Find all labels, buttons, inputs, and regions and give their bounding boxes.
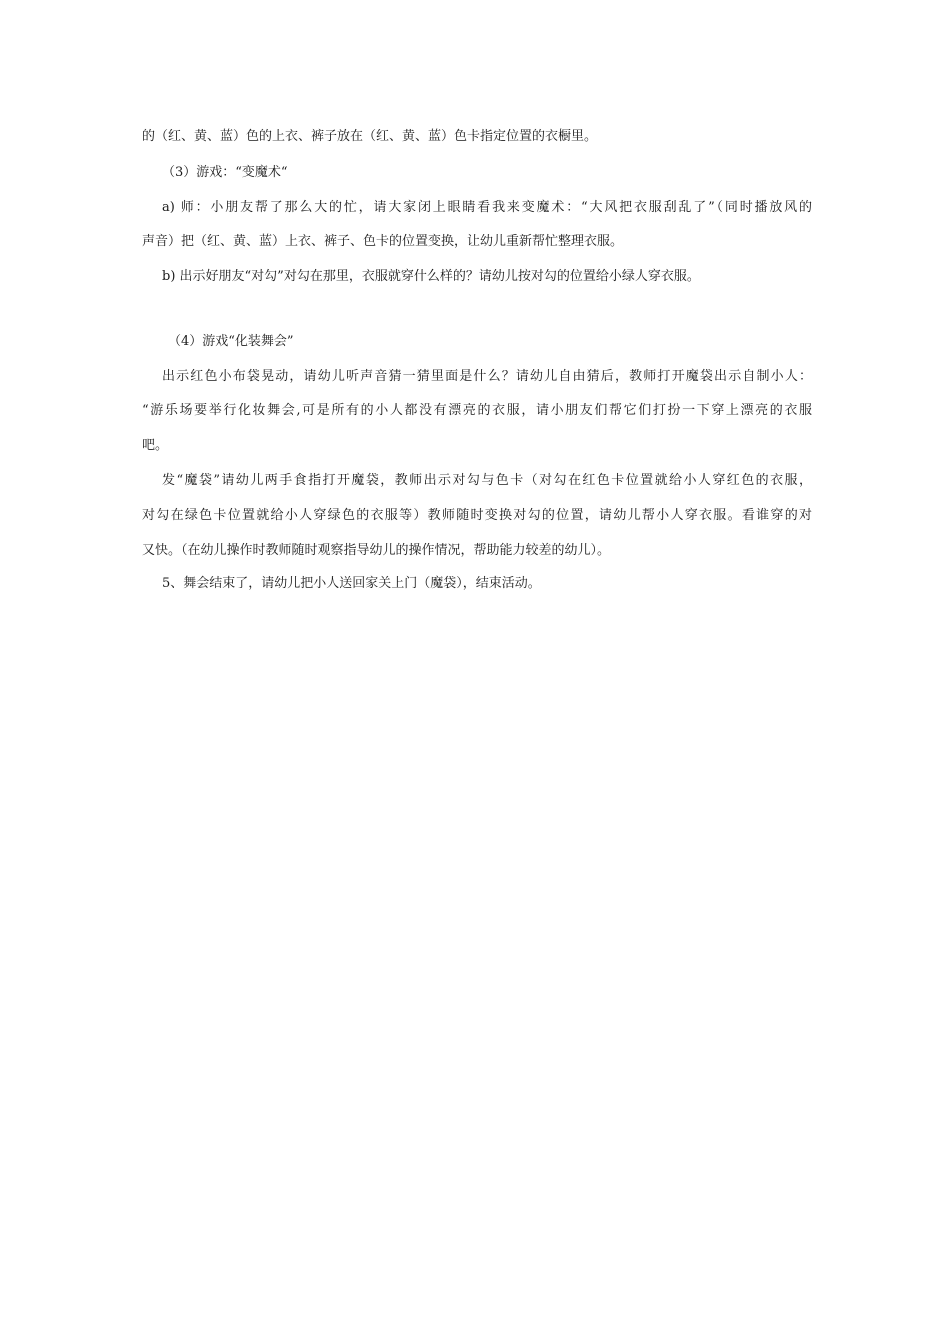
paragraph-line: 发“魔袋”请幼儿两手食指打开魔袋，教师出示对勾与色卡（对勾在红色卡位置就给小人穿红色的衣服，: [162, 473, 812, 488]
list-item-b: b) 出示好朋友“对勾”对勾在那里，衣服就穿什么样的？请幼儿按对勾的位置给小绿人穿衣服。: [162, 269, 700, 284]
paragraph-line: 的（红、黄、蓝）色的上衣、裤子放在（红、黄、蓝）色卡指定位置的衣橱里。: [142, 129, 598, 144]
section-heading-magic-game: （3）游戏：“变魔术“: [162, 165, 288, 180]
paragraph-line: “游乐场要举行化妆舞会,可是所有的小人都没有漂亮的衣服，请小朋友们帮它们打扮一下穿上漂亮的衣服: [142, 403, 812, 418]
paragraph-line: 吧。: [142, 438, 169, 453]
paragraph-line: 出示红色小布袋晃动，请幼儿听声音猜一猜里面是什么？请幼儿自由猜后，教师打开魔袋出示自制小人：: [162, 369, 812, 384]
section-heading-costume-ball: （4）游戏“化装舞会”: [168, 334, 294, 349]
paragraph-line: 对勾在绿色卡位置就给小人穿绿色的衣服等）教师随时变换对勾的位置，请幼儿帮小人穿衣服。看谁穿的对: [142, 508, 812, 523]
paragraph-line-closing: 5、舞会结束了，请幼儿把小人送回家关上门（魔袋），结束活动。: [162, 576, 541, 591]
list-item-a-continued: 声音）把（红、黄、蓝）上衣、裤子、色卡的位置变换，让幼儿重新帮忙整理衣服。: [142, 234, 624, 249]
list-item-a: a) 师：小朋友帮了那么大的忙，请大家闭上眼睛看我来变魔术：“大风把衣服刮乱了”（同时播放风的: [162, 200, 812, 215]
paragraph-line: 又快。（在幼儿操作时教师随时观察指导幼儿的操作情况，帮助能力较差的幼儿）。: [142, 543, 611, 558]
